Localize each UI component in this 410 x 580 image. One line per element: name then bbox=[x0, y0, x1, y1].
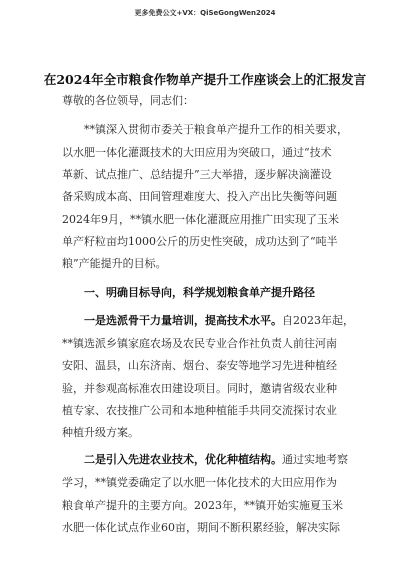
para3-first-line bbox=[84, 452, 362, 467]
para3-line: 学习，**镇党委确定了以水肥一体化技术的大田应用作为 bbox=[62, 476, 337, 489]
para2-line: 安阳、温县，山东济南、烟台、泰安等地学习先进种植经 bbox=[62, 359, 337, 372]
para1-line: 革新、试点推广、总结提升”三大举措，逐步解决滴灌设 bbox=[62, 168, 332, 181]
promo-banner: 更多免费公文+VX：QiSeGongWen2024 bbox=[134, 9, 276, 17]
greeting: 尊敬的各位领导，同志们： bbox=[62, 94, 194, 107]
section-heading: 一、明确目标导向，科学规划粮食单产提升路径 bbox=[84, 286, 315, 299]
document-title: 在2024年全市粮食作物单产提升工作座谈会上的汇报发言 bbox=[43, 72, 367, 87]
para3-line: 水肥一体化试点作业60亩，期间不断积累经验，解决实际 bbox=[62, 521, 340, 534]
para1-line: **镇深入贯彻市委关于粮食单产提升工作的相关要求， bbox=[84, 123, 348, 136]
para1-line: 以水肥一体化灌溉技术的大田应用为突破口，通过“技术 bbox=[62, 146, 332, 159]
para1-line: 单产籽粒亩均1000公斤的历史性突破，成功达到了“吨半 bbox=[62, 235, 338, 248]
para2-line: 植专家、农技推广公司和本地种植能手共同交流探讨农业 bbox=[62, 404, 337, 417]
para1-line: 备采购成本高、田间管理难度大、投入产出比失衡等问题 bbox=[62, 190, 337, 203]
para2-bold-lead: 一是选派骨干力量培训，提高技术水平。 bbox=[84, 314, 282, 327]
para1-line: 2024年9月，**镇水肥一体化灌溉应用推广田实现了玉米 bbox=[62, 213, 339, 226]
para2-lead-rest: 自2023年起， bbox=[282, 314, 354, 327]
para3-lead-rest: 通过实地考察 bbox=[282, 453, 348, 466]
para2-line: 种植升级方案。 bbox=[62, 426, 139, 439]
para1-line: 粮”产能提升的目标。 bbox=[62, 257, 167, 270]
para3-bold-lead: 二是引入先进农业技术，优化种植结构。 bbox=[84, 453, 282, 466]
para2-line: 验，并参观高标准农田建设项目。同时，邀请省级农业种 bbox=[62, 382, 337, 395]
para2-first-line bbox=[84, 313, 362, 328]
para3-line: 粮食单产提升的主要方向。2023年，**镇开始实施夏玉米 bbox=[62, 499, 343, 512]
para2-line: **镇选派乡镇家庭农场及农民专业合作社负责人前往河南 bbox=[62, 337, 337, 350]
